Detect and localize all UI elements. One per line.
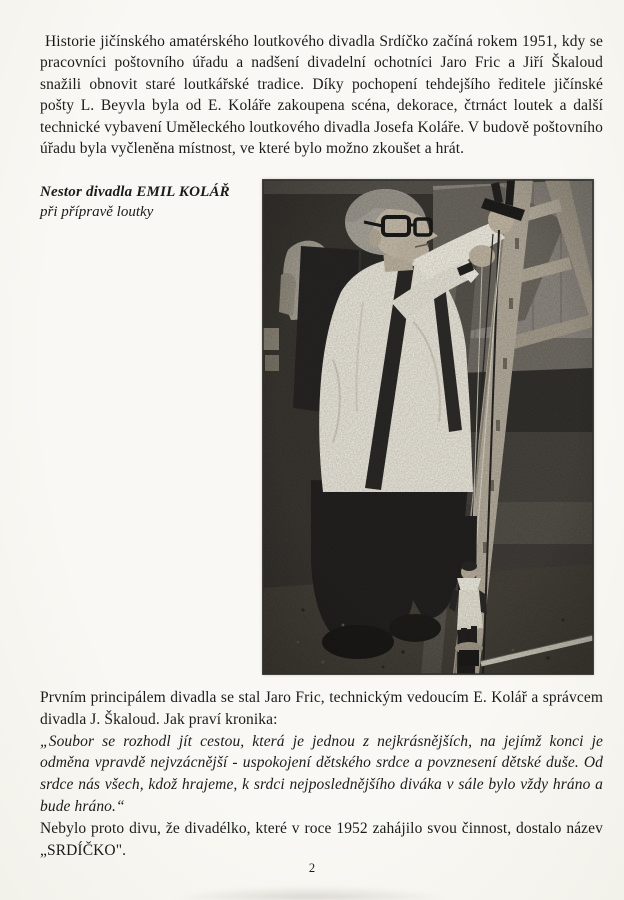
body-paragraph-1: Prvním principálem divadla se stal Jaro Fric, technickým vedoucím E. Kolář a správcem divadla J. Škaloud. Jak praví kronika: <box>40 689 603 728</box>
caption-subtitle: při přípravě loutky <box>40 204 154 220</box>
body-paragraph-2: Nebylo proto divu, že divadélko, které v roce 1952 zahájilo svou činnost, dostalo název „SRDÍČKO". <box>40 819 603 859</box>
caption-title: Nestor divadla EMIL KOLÁŘ <box>40 184 230 200</box>
photo-illustration <box>263 180 593 674</box>
photo-emil-kolar <box>263 180 593 674</box>
chronicle-quote: „Soubor se rozhodl jít cestou, která je jednou z nejkrásnějších, na jejímž konci je odměna vpravdě nejvzácnější - uspokojení dětského srdce a povznesení dětské duše. Od srdce nás všech, kdož hrajeme, k srdci nejposlednějšího diváka v sále bylo vždy hráno a bude hráno.“ <box>40 732 603 815</box>
photo-caption <box>40 182 230 222</box>
body-text <box>40 687 603 861</box>
vignette <box>263 180 593 674</box>
scan-smudge <box>170 886 450 900</box>
page-number: 2 <box>308 861 316 875</box>
intro-paragraph: Historie jičínského amatérského loutkového divadla Srdíčko začíná rokem 1951, kdy se pracovníci poštovního úřadu a nadšení divadelní ochotníci Jaro Fric a Jiří Škaloud snažili obnovit staré loutkářské tradice. Díky pochopení tehdejšího ředitele jičínské pošty L. Beyvla byla od E. Koláře zakoupena scéna, dekorace, čtrnáct loutek a další technické vybavení Uměleckého loutkového divadla Josefa Koláře. V budově poštovního úřadu byla vyčleněna místnost, ve které bylo možno zkoušet a hrát. <box>40 33 603 158</box>
